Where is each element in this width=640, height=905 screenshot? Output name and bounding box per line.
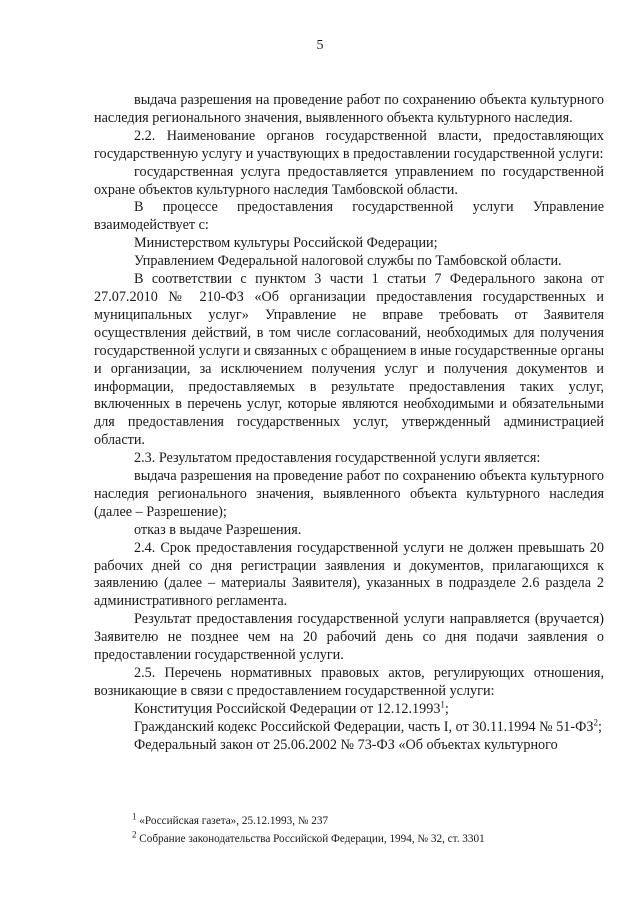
paragraph-with-footnote bbox=[94, 716, 604, 737]
paragraph-tail: ; bbox=[597, 718, 602, 735]
paragraph: выдача разрешения на проведение работ по сохранению объекта культурного наследия регионального значения, выявленного объекта культурного наследия (далее – Разрешение); bbox=[94, 468, 604, 520]
paragraph: государственная услуга предоставляется управлением по государственной охране объектов культурного наследия Тамбовской области. bbox=[94, 163, 604, 198]
paragraph: Министерством культуры Российской Федерации; bbox=[134, 235, 438, 252]
footnote-mark: 1 bbox=[132, 811, 137, 822]
paragraph: 2.2. Наименование органов государственной власти, предоставляющих государственную услугу и участвующих в предоставлении государственной услуги: bbox=[94, 127, 604, 162]
paragraph: Результат предоставления государственной услуги направляется (вручается) Заявителю не позднее чем на 20 рабочий день со дня подачи заявления о предоставлении государственной услуги. bbox=[94, 611, 604, 664]
paragraph: В процессе предоставления государственной услуги Управление взаимодействует с: bbox=[94, 199, 604, 234]
footnote-text: Собрание законодательства Российской Федерации, 1994, № 32, ст. 3301 bbox=[136, 833, 485, 845]
paragraph: 2.4. Срок предоставления государственной услуги не должен превышать 20 рабочих дней со дня регистрации заявления и документов, прилагающихся к заявлению (далее – материалы Заявителя), указанных в подразделе 2.6 раздела 2 административного регламента. bbox=[94, 539, 604, 610]
footnote-mark: 2 bbox=[132, 829, 137, 840]
paragraph-text: Конституция Российской Федерации от 12.12.1993 bbox=[134, 700, 441, 717]
paragraph-with-footnote bbox=[94, 701, 604, 719]
paragraph: отказ в выдаче Разрешения. bbox=[134, 521, 302, 538]
paragraph: Федеральный закон от 25.06.2002 № 73-ФЗ «Об объектах культурного bbox=[134, 736, 558, 753]
paragraph: 2.5. Перечень нормативных правовых актов, регулирующих отношения, возникающие в связи с предоставлением государственной услуги: bbox=[94, 665, 604, 699]
footnote-text: «Российская газета», 25.12.1993, № 237 bbox=[136, 815, 329, 827]
paragraph: В соответствии с пунктом 3 части 1 статьи 7 Федерального закона от 27.07.2010 № 210-ФЗ «Об организации предоставления государственных и муниципальных услуг» Управление не вправе требовать от Заявителя осуществления действий, в том числе согласований, необходимых для получения государственной услуги и связанных с обращением в иные государственные органы и организации, за исключением получения услуг и получения документов и информации, предоставляемых в результате предоставления таких услуг, включенных в перечень услуг, которые являются необходимыми и обязательными для предоставления государственных услуг, утвержденный администрацией области. bbox=[94, 271, 604, 449]
paragraph-tail: ; bbox=[444, 700, 449, 717]
footnote-ref: 2 bbox=[593, 716, 598, 727]
page-number: 5 bbox=[316, 38, 324, 53]
paragraph: Управлением Федеральной налоговой службы по Тамбовской области. bbox=[134, 253, 562, 270]
paragraph-text: Гражданский кодекс Российской Федерации, часть I, от 30.11.1994 № 51-ФЗ bbox=[134, 718, 594, 735]
footnote bbox=[132, 812, 602, 830]
footnote bbox=[132, 830, 602, 848]
footnotes bbox=[132, 812, 602, 848]
document-body bbox=[94, 92, 604, 755]
footnote-ref: 1 bbox=[440, 699, 445, 710]
paragraph: 2.3. Результатом предоставления государственной услуги является: bbox=[134, 450, 541, 467]
paragraph: выдача разрешения на проведение работ по сохранению объекта культурного наследия регионального значения, выявленного объекта культурного наследия. bbox=[94, 92, 604, 126]
